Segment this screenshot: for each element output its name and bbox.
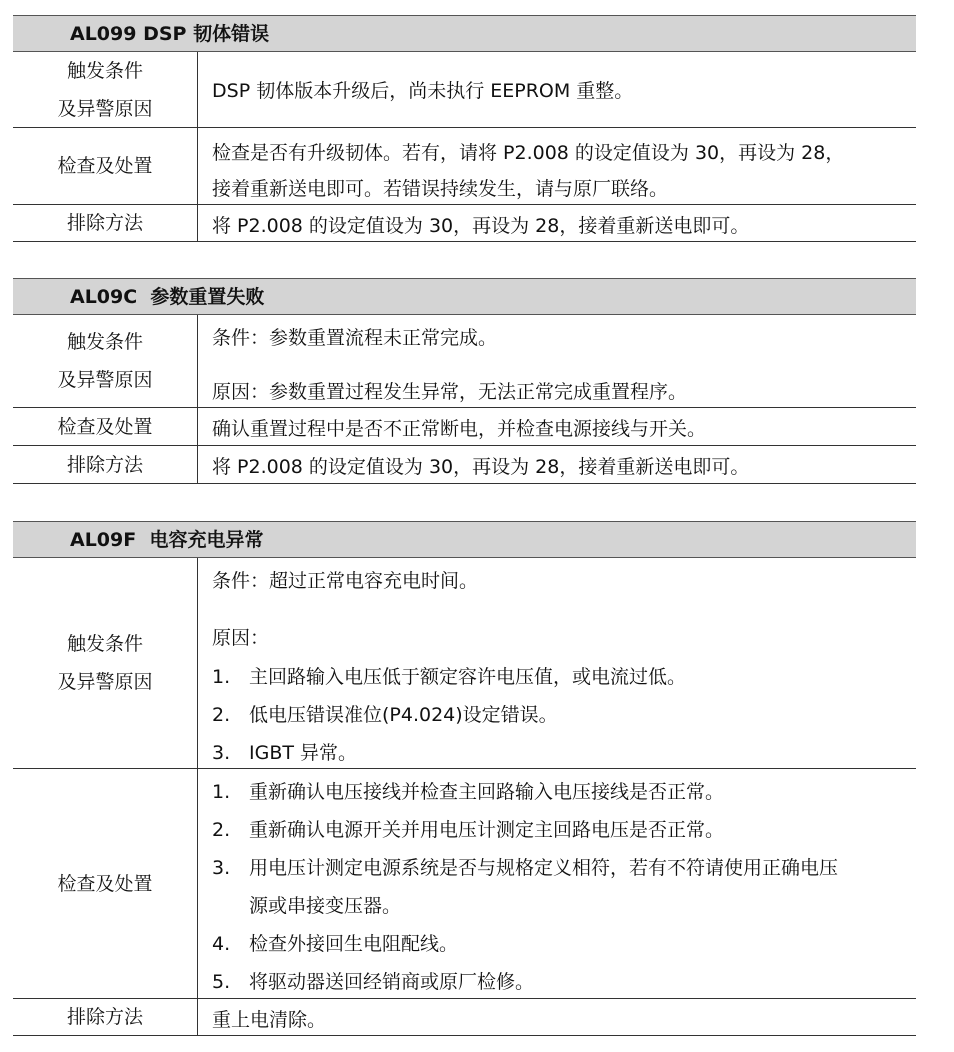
trigger-label-line1: 触发条件: [66, 633, 143, 655]
clear-row: [13, 446, 916, 484]
check-row: [13, 769, 916, 999]
check-row: [13, 128, 916, 205]
alarm-block-al099: [13, 15, 916, 242]
clear-text: 将 P2.008 的设定值设为 30，再设为 28，接着重新送电即可。: [212, 456, 750, 478]
trigger-label: [13, 315, 198, 407]
trigger-label-line2: 及异警原因: [57, 97, 153, 120]
check-text: 源或串接变压器。: [249, 895, 402, 917]
clear-label: [13, 999, 198, 1035]
cause-text: 低电压错误准位(P4.024)设定错误。: [249, 704, 558, 726]
cause-item: [212, 700, 558, 727]
trigger-label: [13, 558, 198, 768]
list-number: 3.: [212, 742, 231, 764]
alarm-block-al09c: [13, 278, 916, 484]
trigger-row: [13, 558, 916, 769]
check-item: [212, 929, 458, 956]
trigger-label-line2: 及异警原因: [57, 369, 153, 391]
trigger-row: [13, 315, 916, 408]
check-text: 用电压计测定电源系统是否与规格定义相符，若有不符请使用正确电压: [249, 857, 839, 879]
trigger-line: 条件：参数重置流程未正常完成。: [212, 327, 498, 349]
alarm-block-al09f: [13, 521, 916, 1036]
trigger-text: DSP 韧体版本升级后，尚未执行 EEPROM 重整。: [212, 80, 634, 102]
list-number: 5.: [212, 971, 231, 993]
check-item: [212, 777, 724, 804]
check-label-text: 检查及处置: [57, 415, 153, 438]
check-text: 重新确认电源开关并用电压计测定主回路电压是否正常。: [249, 819, 725, 841]
trigger-label-line2: 及异警原因: [57, 671, 153, 693]
cause-text: 主回路输入电压低于额定容许电压值，或电流过低。: [249, 666, 687, 688]
list-number: 2.: [212, 704, 231, 726]
check-label: [13, 408, 198, 445]
clear-label-text: 排除方法: [66, 453, 143, 476]
check-label-text: 检查及处置: [57, 155, 153, 177]
list-number: 1.: [212, 666, 231, 688]
trigger-row: [13, 52, 916, 128]
check-line: 检查是否有升级韧体。若有，请将 P2.008 的设定值设为 30，再设为 28，: [212, 142, 845, 164]
check-row: [13, 408, 916, 446]
check-label: [13, 128, 198, 204]
check-item: [212, 815, 724, 842]
trigger-line: 原因：参数重置过程发生异常，无法正常完成重置程序。: [212, 381, 688, 403]
trigger-label-line1: 触发条件: [66, 59, 143, 82]
list-number: 1.: [212, 781, 231, 803]
check-item-continued: [212, 891, 401, 918]
check-line: 接着重新送电即可。若错误持续发生，请与原厂联络。: [212, 178, 669, 200]
clear-row: [13, 999, 916, 1036]
check-text: 将驱动器送回经销商或原厂检修。: [249, 971, 535, 993]
check-label: [13, 769, 198, 998]
cause-item: [212, 738, 357, 765]
clear-label-text: 排除方法: [66, 212, 143, 234]
condition-text: 条件：超过正常电容充电时间。: [212, 570, 479, 592]
list-number: 2.: [212, 819, 231, 841]
clear-label: [13, 446, 198, 483]
check-item: [212, 967, 534, 994]
cause-text: IGBT 异常。: [249, 742, 358, 764]
check-text: 确认重置过程中是否不正常断电，并检查电源接线与开关。: [212, 418, 707, 440]
alarm-header: AL099 DSP 韧体错误: [13, 15, 916, 52]
alarm-header: AL09C 参数重置失败: [13, 278, 916, 315]
clear-text: 将 P2.008 的设定值设为 30，再设为 28，接着重新送电即可。: [212, 215, 750, 237]
list-number: 4.: [212, 933, 231, 955]
trigger-label-line1: 触发条件: [66, 331, 143, 353]
check-item: [212, 853, 838, 880]
trigger-label: [13, 52, 198, 127]
cause-title: 原因：: [212, 627, 270, 649]
clear-label-text: 排除方法: [66, 1006, 143, 1028]
alarm-header: AL09F 电容充电异常: [13, 521, 916, 558]
clear-row: [13, 205, 916, 242]
clear-text: 重上电清除。: [212, 1009, 327, 1031]
list-number: 3.: [212, 857, 231, 879]
check-text: 检查外接回生电阻配线。: [249, 933, 459, 955]
cause-item: [212, 662, 686, 689]
clear-label: [13, 205, 198, 241]
check-text: 重新确认电压接线并检查主回路输入电压接线是否正常。: [249, 781, 725, 803]
check-label-text: 检查及处置: [57, 872, 153, 895]
